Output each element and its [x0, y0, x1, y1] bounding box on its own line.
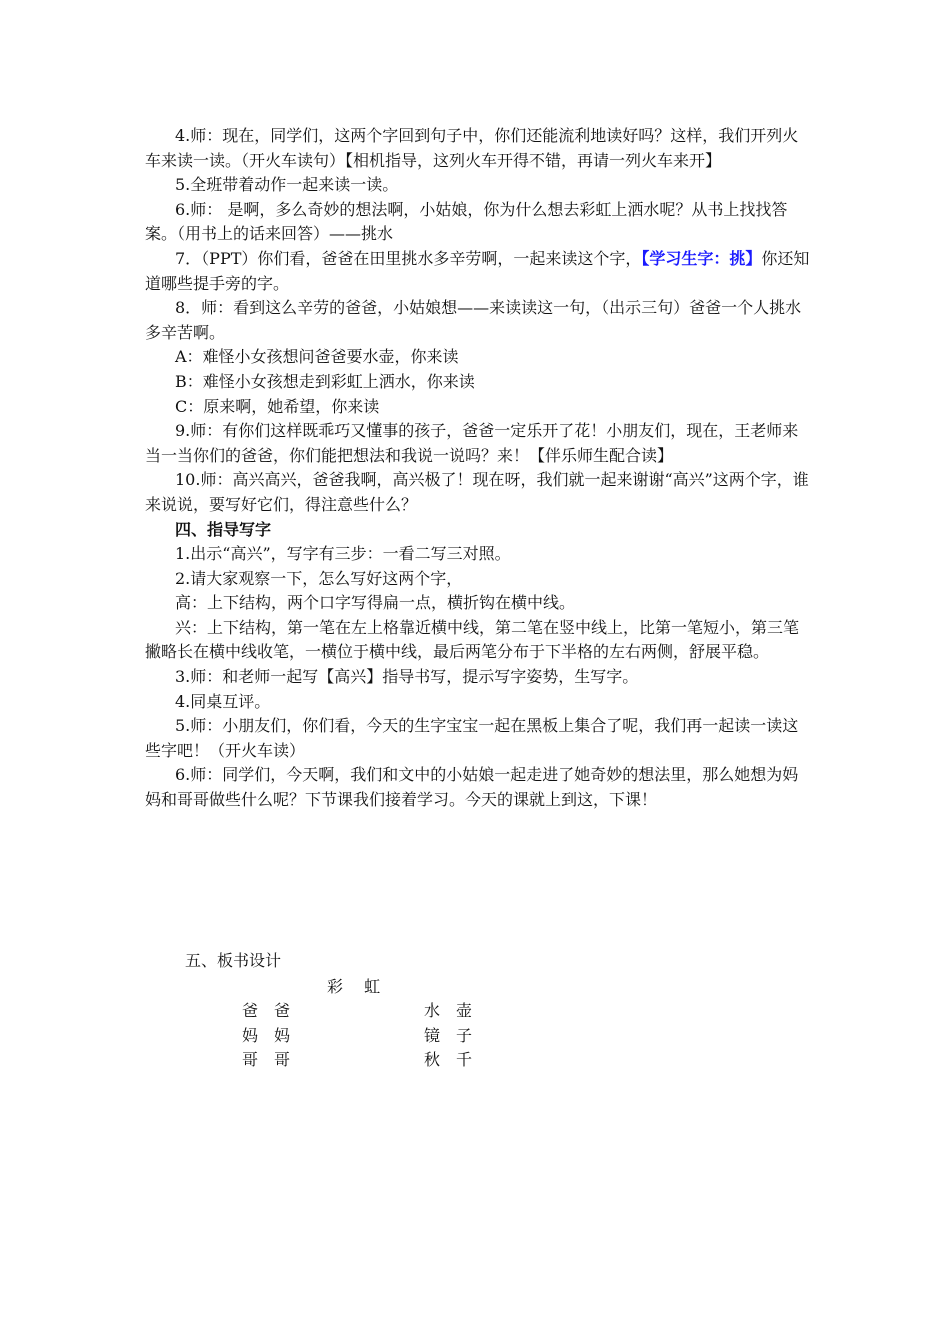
writing-step-2: 2.请大家观察一下，怎么写好这两个字，	[175, 568, 463, 588]
board-left-row-2: 妈 妈	[242, 1026, 291, 1045]
option-c: C：原来啊，她希望，你来读	[175, 396, 380, 416]
option-b: B：难怪小女孩想走到彩虹上洒水，你来读	[175, 371, 475, 391]
writing-gao: 高：上下结构，两个口字写得扁一点，横折钩在横中线。	[175, 593, 576, 613]
writing-step-1: 1.出示“高兴”，写字有三步：一看二写三对照。	[175, 544, 511, 564]
writing-step-6: 6.师：同学们，今天啊，我们和文中的小姑娘一起走进了她奇妙的想法里，那么她想为妈妈和哥哥做些什么呢？下节课我们接着学习。今天的课就上到这，下课！	[145, 765, 799, 810]
board-left-row-3: 哥 哥	[242, 1050, 291, 1069]
board-left-row-1: 爸 爸	[242, 1001, 291, 1020]
highlight-new-word: 【学习生字：挑】	[641, 248, 762, 268]
paragraph-5: 5.全班带着动作一起来读一读。	[175, 175, 399, 195]
board-design-title: 五、板书设计	[185, 951, 282, 970]
lesson-body	[145, 124, 813, 813]
board-right-row-2: 镜 子	[424, 1026, 473, 1045]
paragraph-10: 10.师：高兴高兴，爸爸我啊，高兴极了！现在呀，我们就一起来谢谢“高兴”这两个字，谁来说说，要写好它们，得注意些什么？	[145, 470, 809, 514]
paragraph-7-tail: 你还知道哪些提手旁的字。	[145, 248, 810, 293]
board-right-row-1: 水 壶	[424, 1001, 473, 1020]
board-right-row-3: 秋 千	[424, 1050, 473, 1069]
section-heading-writing: 四、指导写字	[175, 519, 272, 539]
paragraph-4: 4.师：现在，同学们，这两个字回到句子中，你们还能流利地读好吗？这样，我们开列火车来读一读。（开火车读句）【相机指导，这列火车开得不错，再请一列火车来开】	[145, 126, 799, 170]
option-a: A：难怪小女孩想问爸爸要水壶，你来读	[175, 347, 459, 367]
writing-step-3: 3.师：和老师一起写【高兴】指导书写，提示写字姿势，生写字。	[175, 667, 639, 687]
paragraph-7-text: 7．（PPT）你们看，爸爸在田里挑水多辛劳啊，一起来读这个字，	[175, 248, 642, 268]
paragraph-6: 6.师： 是啊，多么奇妙的想法啊，小姑娘，你为什么想去彩虹上洒水呢？从书上找找答案。（用书上的话来回答）——挑水	[145, 199, 788, 244]
paragraph-8: 8．师：看到这么辛劳的爸爸，小姑娘想——来读读这一句，（出示三句）爸爸一个人挑水多辛苦啊。	[145, 298, 802, 342]
paragraph-7	[145, 247, 813, 296]
paragraph-9: 9.师：有你们这样既乖巧又懂事的孩子，爸爸一定乐开了花！小朋友们，现在，王老师来当一当你们的爸爸，你们能把想法和我说一说吗？来！【伴乐师生配合读】	[145, 421, 799, 465]
board-center-word: 彩 虹	[327, 977, 381, 996]
writing-xing: 兴：上下结构，第一笔在左上格靠近横中线，第二笔在竖中线上，比第一笔短小，第三笔撇略长在横中线收笔，一横位于横中线，最后两笔分布于下半格的左右两侧，舒展平稳。	[145, 617, 800, 662]
writing-step-4: 4.同桌互评。	[175, 691, 271, 711]
writing-step-5: 5.师：小朋友们，你们看，今天的生字宝宝一起在黑板上集合了呢，我们再一起读一读这些字吧！（开火车读）	[145, 716, 799, 760]
